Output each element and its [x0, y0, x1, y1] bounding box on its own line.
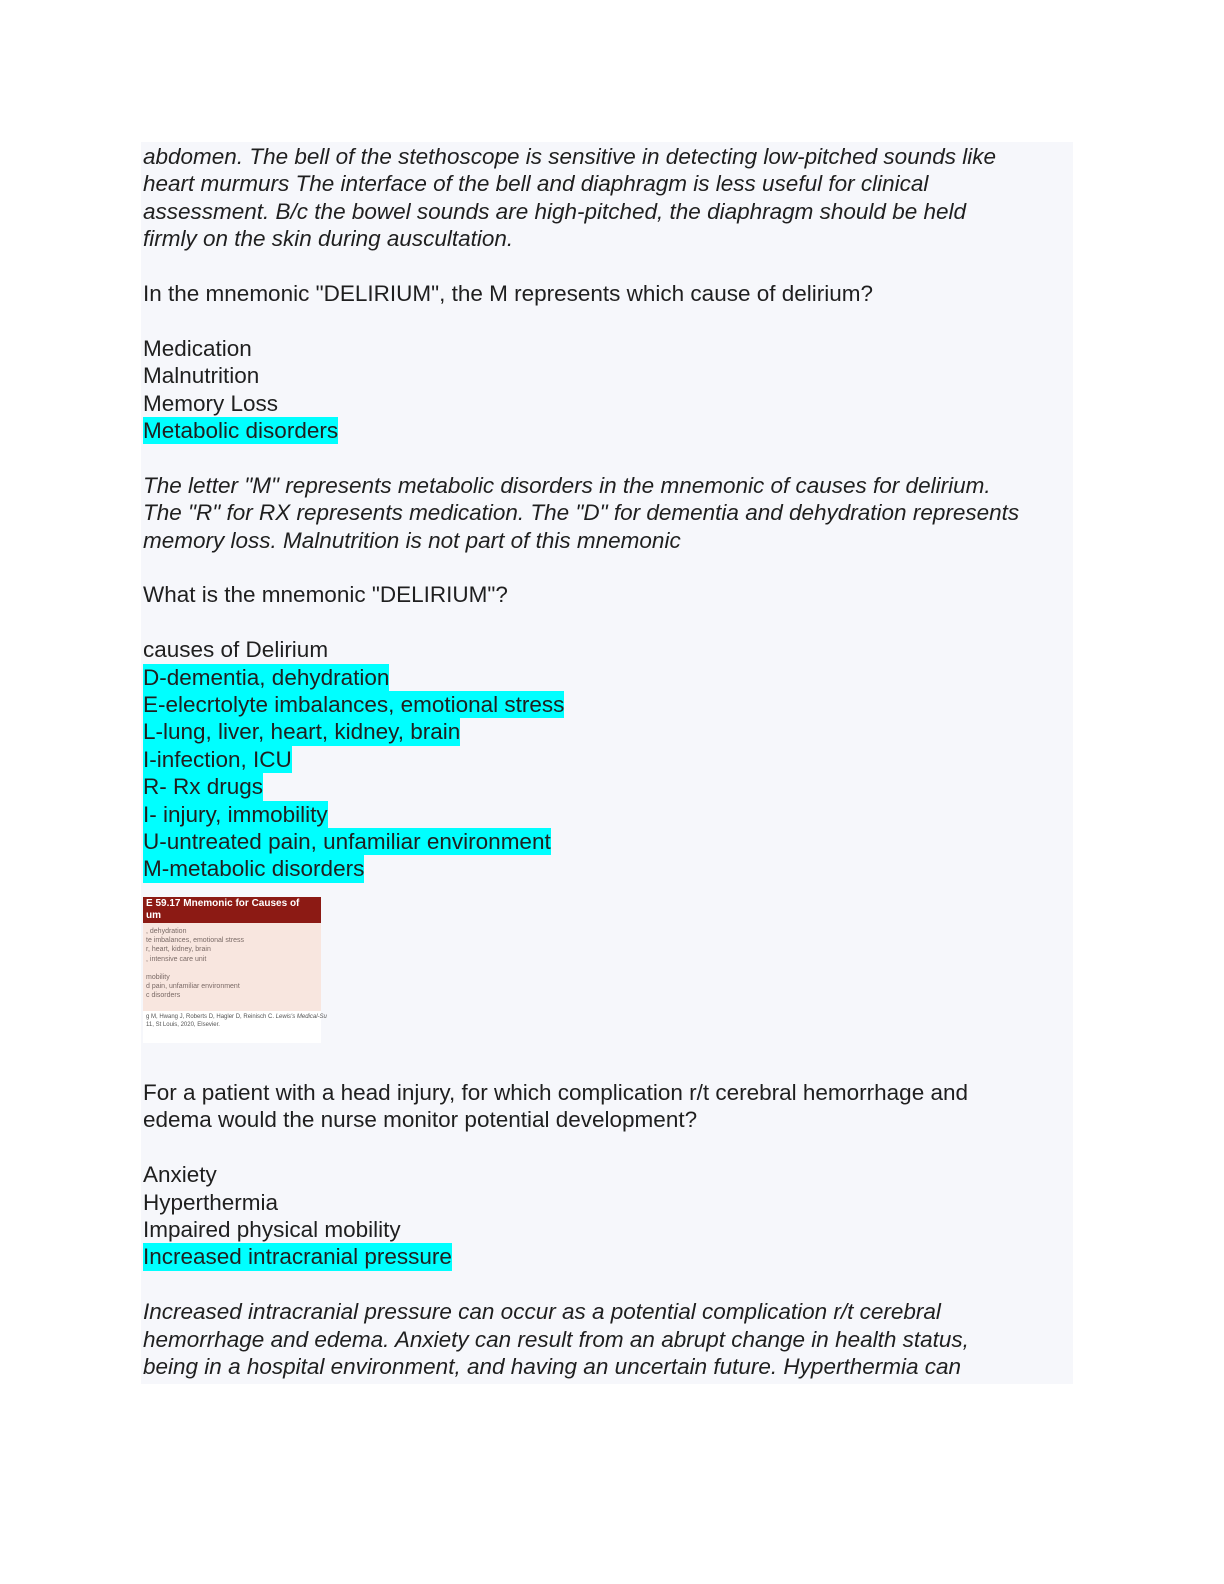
- intro-explanation: [143, 143, 1073, 253]
- mnemonic-item-highlight: R- Rx drugs: [143, 774, 264, 800]
- text-line: The letter "M" represents metabolic disorders in the mnemonic of causes for delirium.: [143, 472, 991, 498]
- text-line: assessment. B/c the bowel sounds are high-pitched, the diaphragm should be held: [143, 198, 967, 224]
- citation-title: Lewis's Medical-Su: [275, 1013, 327, 1020]
- mnemonic-table-image: [143, 897, 327, 1043]
- figure-header: [143, 897, 321, 923]
- figure-header-line: um: [146, 909, 161, 921]
- mnemonic-item-highlight: I-infection, ICU: [143, 746, 292, 772]
- figure-body-line: c disorders: [146, 992, 181, 1000]
- figure-body-line: mobility: [146, 973, 170, 981]
- answer-title: causes of Delirium: [143, 637, 329, 663]
- option-item: Memory Loss: [143, 390, 279, 416]
- question-text: In the mnemonic "DELIRIUM", the M represents which cause of delirium?: [143, 281, 874, 307]
- figure-body-line: te imbalances, emotional stress: [146, 937, 245, 945]
- document-page-content: [141, 142, 1073, 1384]
- mnemonic-item-highlight: M-metabolic disorders: [143, 856, 365, 882]
- text-line: heart murmurs The interface of the bell and diaphragm is less useful for clinical: [143, 171, 929, 197]
- mnemonic-item-highlight: L-lung, liver, heart, kidney, brain: [143, 719, 461, 745]
- question-text: edema would the nurse monitor potential development?: [143, 1107, 698, 1133]
- answer-explanation: [143, 1298, 1073, 1380]
- figure-body-line: r, heart, kidney, brain: [146, 946, 211, 954]
- mnemonic-item-highlight: U-untreated pain, unfamiliar environment: [143, 829, 551, 855]
- question-text: What is the mnemonic "DELIRIUM"?: [143, 582, 508, 608]
- correct-answer-highlight: Increased intracranial pressure: [143, 1244, 452, 1270]
- text-line: memory loss. Malnutrition is not part of this mnemonic: [143, 527, 681, 553]
- text-line: being in a hospital environment, and having an uncertain future. Hyperthermia can: [143, 1353, 961, 1379]
- mnemonic-answer-list: [143, 636, 1073, 883]
- figure-body-line: [146, 964, 318, 973]
- text-line: The "R" for RX represents medication. The "D" for dementia and dehydration represents: [143, 500, 1020, 526]
- option-item: Medication: [143, 335, 252, 361]
- option-item: Hyperthermia: [143, 1189, 279, 1215]
- citation-text: 11, St Louis, 2020, Elsevier.: [146, 1021, 220, 1028]
- option-item: Anxiety: [143, 1162, 217, 1188]
- options-list: [143, 335, 1073, 445]
- text-line: abdomen. The bell of the stethoscope is sensitive in detecting low-pitched sounds like: [143, 144, 997, 169]
- citation-text: g M, Hwang J, Roberts D, Hagler D, Reinisch C.: [146, 1013, 276, 1020]
- figure-citation: [143, 1011, 327, 1043]
- text-line: Increased intracranial pressure can occur as a potential complication r/t cerebral: [143, 1299, 941, 1325]
- text-line: hemorrhage and edema. Anxiety can result from an abrupt change in health status,: [143, 1326, 969, 1352]
- figure-body-line: , intensive care unit: [146, 955, 207, 963]
- figure-header-line: E 59.17 Mnemonic for Causes of: [146, 897, 300, 909]
- mnemonic-item-highlight: E-elecrtolyte imbalances, emotional stress: [143, 692, 565, 718]
- figure-body-line: , dehydration: [146, 927, 187, 935]
- question-text: For a patient with a head injury, for which complication r/t cerebral hemorrhage and: [143, 1079, 968, 1105]
- mnemonic-item-highlight: D-dementia, dehydration: [143, 664, 390, 690]
- mnemonic-item-highlight: I- injury, immobility: [143, 801, 328, 827]
- option-item: Malnutrition: [143, 363, 260, 389]
- figure-body-line: d pain, unfamiliar environment: [146, 983, 240, 991]
- question-delirium-m: [143, 280, 1073, 307]
- options-list: [143, 1161, 1073, 1271]
- question-delirium-mnemonic: [143, 581, 1073, 608]
- figure-body: [143, 923, 321, 1011]
- question-head-injury: [143, 1079, 1073, 1134]
- correct-answer-highlight: Metabolic disorders: [143, 418, 339, 444]
- option-item: Impaired physical mobility: [143, 1216, 401, 1242]
- text-line: firmly on the skin during auscultation.: [143, 226, 514, 252]
- answer-explanation: [143, 472, 1073, 554]
